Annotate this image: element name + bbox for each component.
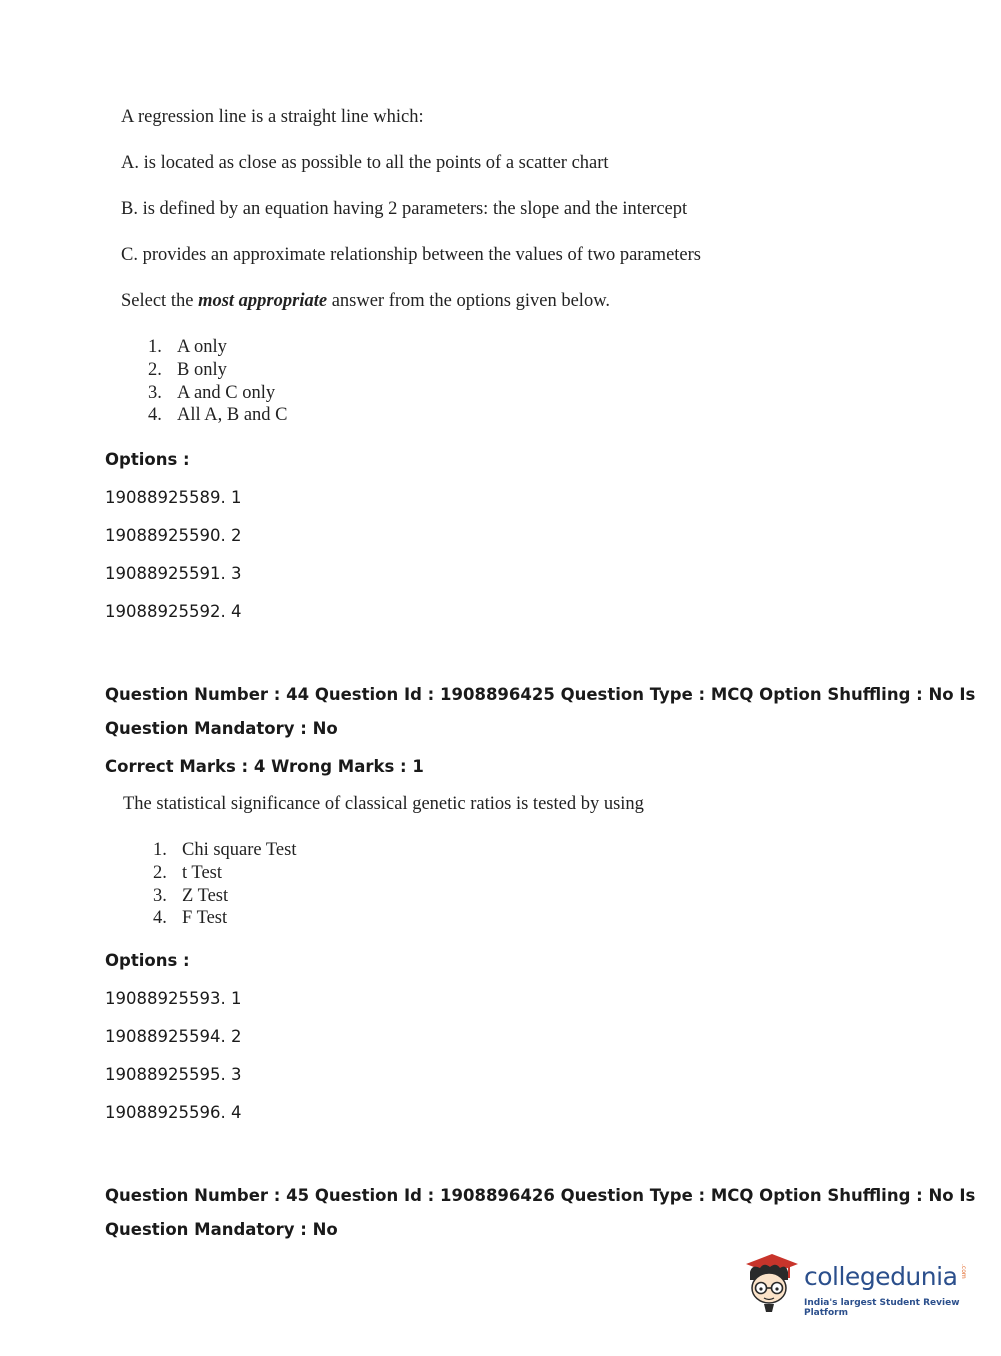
question-43-statement-c: C. provides an approximate relationship between the values of two parameters xyxy=(121,245,701,265)
instruction-post: answer from the options given below. xyxy=(327,291,610,311)
question-43-statement-b: B. is defined by an equation having 2 parameters: the slope and the intercept xyxy=(121,199,688,219)
options-label: Options : xyxy=(105,951,190,970)
choice-number: 1. xyxy=(153,840,167,860)
list-item xyxy=(153,839,297,862)
choice-number: 3. xyxy=(153,885,167,906)
choice-number: 2. xyxy=(153,862,167,883)
choice-number: 3. xyxy=(148,382,162,403)
option-id: 19088925593. 1 xyxy=(105,989,242,1008)
question-45-header-line2: Question Mandatory : No xyxy=(105,1220,338,1239)
logo-name: collegedunia xyxy=(804,1262,958,1291)
options-label: Options : xyxy=(105,450,190,469)
choice-number: 4. xyxy=(148,405,162,426)
choice-text: All A, B and C xyxy=(177,405,288,426)
instruction-emphasis: most appropriate xyxy=(198,291,328,311)
list-item xyxy=(153,907,297,930)
list-item xyxy=(148,382,288,405)
option-id: 19088925591. 3 xyxy=(105,564,242,583)
option-id: 19088925589. 1 xyxy=(105,488,242,507)
option-id: 19088925594. 2 xyxy=(105,1027,242,1046)
option-id: 19088925590. 2 xyxy=(105,526,242,545)
choice-text: F Test xyxy=(182,908,228,929)
choice-text: Z Test xyxy=(182,885,229,906)
choice-text: t Test xyxy=(182,862,222,883)
choice-number: 2. xyxy=(148,359,162,380)
option-id: 19088925595. 3 xyxy=(105,1065,242,1084)
choice-text: Chi square Test xyxy=(182,840,297,860)
option-id: 19088925596. 4 xyxy=(105,1103,242,1122)
question-44-choices xyxy=(153,839,297,930)
question-45-header-line1: Question Number : 45 Question Id : 1908896426 Question Type : MCQ Option Shuffling : No Is xyxy=(105,1186,976,1205)
choice-number: 1. xyxy=(148,337,162,357)
logo-com: .com xyxy=(960,1264,967,1279)
list-item xyxy=(148,336,288,359)
question-43-statement-a: A. is located as close as possible to all the points of a scatter chart xyxy=(121,153,609,173)
choice-text: A only xyxy=(177,337,227,357)
list-item xyxy=(153,885,297,908)
question-44-header-line2: Question Mandatory : No xyxy=(105,719,338,738)
collegedunia-logo xyxy=(742,1250,972,1320)
list-item xyxy=(153,862,297,885)
choice-text: B only xyxy=(177,359,227,380)
list-item xyxy=(148,359,288,382)
question-43-stem: A regression line is a straight line which: xyxy=(121,107,424,127)
choice-text: A and C only xyxy=(177,382,276,403)
question-44-header-line1: Question Number : 44 Question Id : 1908896425 Question Type : MCQ Option Shuffling : No Is xyxy=(105,685,976,704)
logo-tagline: India's largest Student Review Platform xyxy=(804,1298,960,1318)
question-43-instruction xyxy=(121,291,610,312)
graduate-mascot-icon xyxy=(742,1250,802,1320)
question-44-marks: Correct Marks : 4 Wrong Marks : 1 xyxy=(105,757,424,776)
option-id: 19088925592. 4 xyxy=(105,602,242,621)
instruction-pre: Select the xyxy=(121,291,199,311)
choice-number: 4. xyxy=(153,908,167,929)
question-44-stem: The statistical significance of classical genetic ratios is tested by using xyxy=(123,794,644,814)
list-item xyxy=(148,404,288,427)
question-43-choices xyxy=(148,336,288,427)
